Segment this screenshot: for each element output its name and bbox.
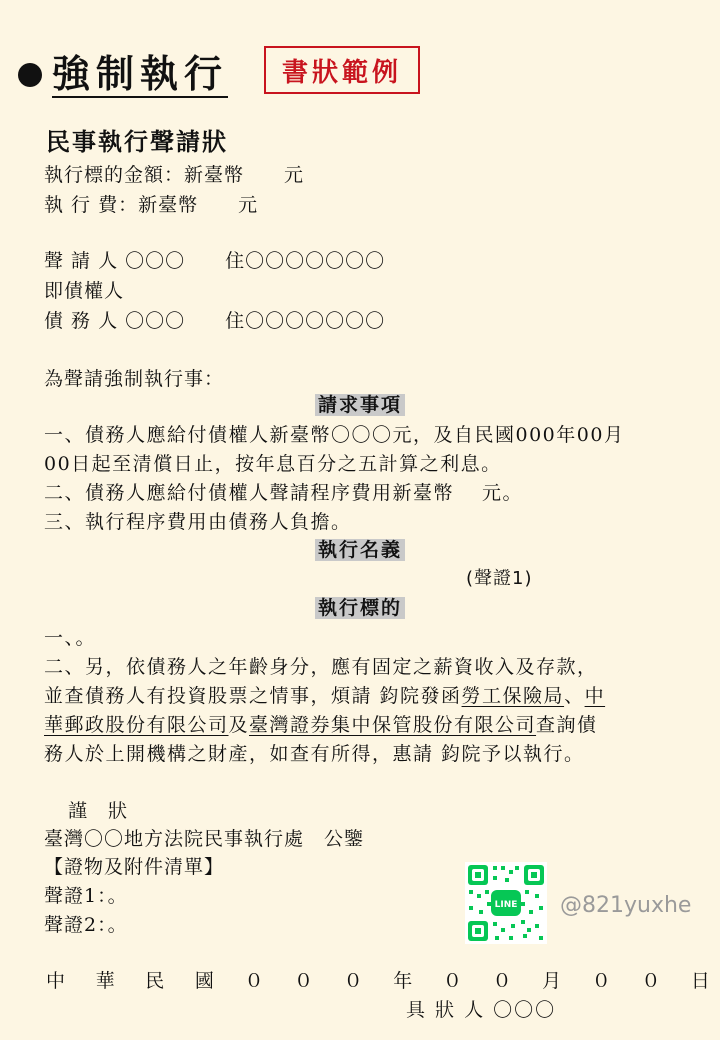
applicant-line: 聲 請 人 〇〇〇 住〇〇〇〇〇〇〇	[44, 250, 386, 272]
target-1-line: 一、。	[44, 627, 97, 649]
qr-code-icon	[465, 862, 547, 944]
intro-line: 為聲請強制執行事：	[44, 368, 225, 390]
date-line	[46, 966, 710, 993]
court-line: 臺灣〇〇地方法院民事執行處 公鑒	[44, 828, 365, 850]
target-2-line-2	[44, 681, 605, 708]
section-heading-claims: 請求事項	[315, 394, 405, 416]
claim-3-line: 三、執行程序費用由債務人負擔。	[44, 511, 352, 533]
conjunction: 及	[228, 714, 250, 736]
evidence-ref: (聲證1)	[466, 568, 533, 589]
date-char: ０	[343, 970, 363, 992]
watermark-handle: @821yuxhe	[560, 893, 692, 918]
attachment-2: 聲證2：。	[44, 914, 128, 936]
fee-line: 執 行 費：新臺幣 元	[44, 194, 259, 216]
attachment-1: 聲證1：。	[44, 885, 128, 907]
target-2-line-1: 二、另，依債務人之年齡身分，應有固定之薪資收入及存款，	[44, 656, 598, 678]
date-char: 月	[542, 970, 562, 992]
section-heading-title: 執行名義	[315, 539, 405, 561]
agency-post-part1: 中	[584, 685, 606, 707]
target-2-line-4: 務人於上開機構之財產，如查有所得，惠請 鈞院予以執行。	[44, 743, 585, 765]
creditor-line: 即債權人	[44, 280, 125, 302]
qr-line-label: LINE	[494, 900, 518, 910]
sample-badge: 書狀範例	[264, 46, 420, 94]
date-char: ０	[492, 970, 512, 992]
date-char: 國	[194, 970, 214, 992]
date-char: ０	[591, 970, 611, 992]
agency-labor-insurance: 勞工保險局	[461, 685, 565, 707]
section-heading-target: 執行標的	[315, 597, 405, 619]
target-2-line-3	[44, 710, 598, 737]
claim-2-line: 二、債務人應給付債權人聲請程序費用新臺幣 元。	[44, 482, 524, 504]
date-char: ０	[641, 970, 661, 992]
target-2-prefix: 並查債務人有投資股票之情事，煩請 鈞院發函	[44, 685, 462, 707]
date-char: ０	[442, 970, 462, 992]
date-char: 日	[690, 970, 710, 992]
amount-line: 執行標的金額：新臺幣 元	[44, 164, 305, 186]
date-char: 中	[46, 970, 66, 992]
agency-tdcc: 臺灣證券集中保管股份有限公司	[249, 714, 537, 736]
page-header	[18, 50, 228, 100]
claim-1-line-2: 00日起至清償日止，按年息百分之五計算之利息。	[44, 453, 502, 475]
respect-line: 謹 狀	[68, 800, 129, 822]
attachment-header: 【證物及附件清單】	[44, 856, 225, 878]
signer-line: 具 狀 人 〇〇〇	[406, 999, 557, 1021]
debtor-line: 債 務 人 〇〇〇 住〇〇〇〇〇〇〇	[44, 310, 386, 332]
bullet-icon	[18, 63, 42, 87]
claim-1-line-1: 一、債務人應給付債權人新臺幣〇〇〇元，及自民國000年00月	[44, 424, 625, 446]
date-char: ０	[244, 970, 264, 992]
document-title: 民事執行聲請狀	[46, 128, 228, 156]
line-qr-code[interactable]	[465, 862, 547, 944]
agency-post-part2: 華郵政股份有限公司	[44, 714, 229, 736]
date-char: ０	[294, 970, 314, 992]
date-char: 華	[95, 970, 115, 992]
separator: 、	[564, 685, 585, 707]
date-char: 民	[145, 970, 165, 992]
date-char: 年	[393, 970, 413, 992]
target-2-suffix: 查詢債	[536, 714, 598, 736]
page-title: 強制執行	[52, 51, 229, 96]
